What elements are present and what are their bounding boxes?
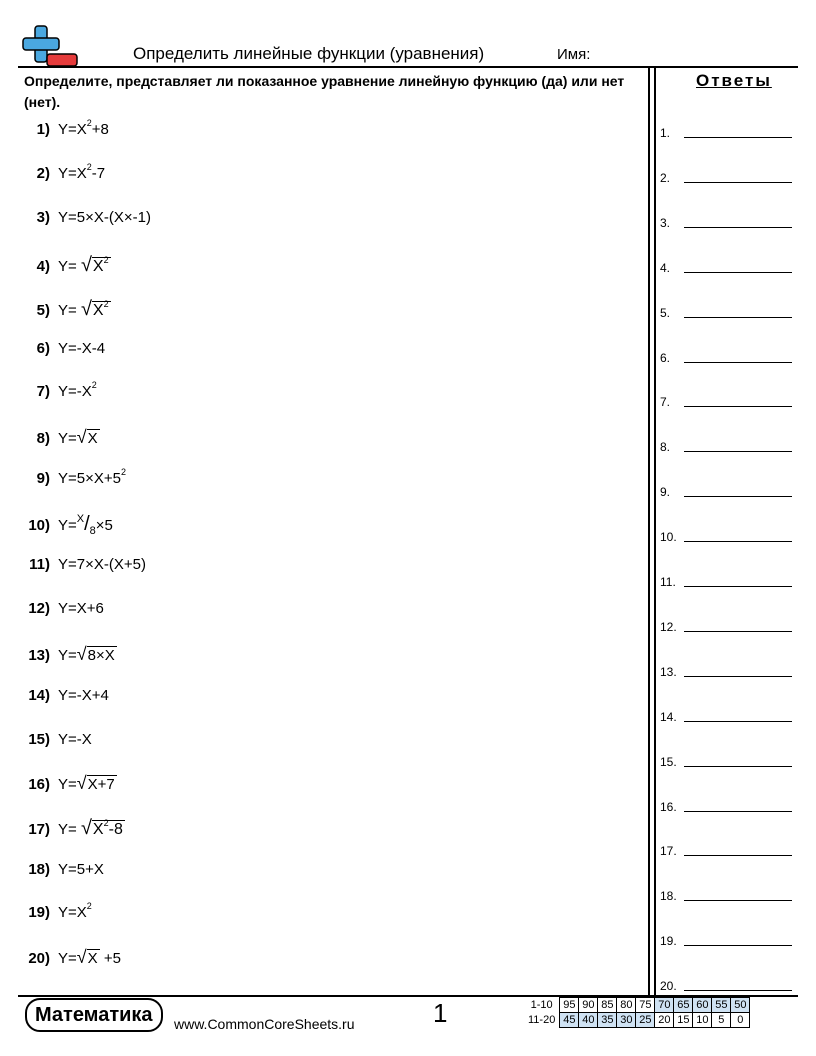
- header-divider: [18, 66, 798, 68]
- score-cell: 70: [655, 998, 674, 1013]
- answer-blank[interactable]: [684, 317, 792, 318]
- answer-blank[interactable]: [684, 362, 792, 363]
- equation-prefix: Y=: [58, 302, 81, 319]
- question-number: 17): [28, 821, 50, 838]
- equation-text: Y=X: [58, 121, 87, 138]
- answer-label: 1.: [660, 126, 671, 140]
- score-cell: 75: [636, 998, 655, 1013]
- answer-blank[interactable]: [684, 855, 792, 856]
- question-item: [24, 298, 111, 321]
- answer-blank[interactable]: [684, 137, 792, 138]
- score-row: [526, 1013, 750, 1028]
- exponent: 2: [86, 118, 92, 128]
- square-root: [81, 298, 111, 321]
- exponent: 2: [103, 254, 109, 265]
- square-root: [77, 427, 100, 448]
- answer-blank[interactable]: [684, 990, 792, 991]
- score-cell: 15: [674, 1013, 693, 1028]
- equation-text: Y=5×X-(X×-1): [58, 209, 151, 226]
- radicand-text: 8×X: [87, 647, 115, 664]
- radicand-text: X: [92, 302, 104, 319]
- equation-rest: -7: [91, 165, 106, 182]
- score-cell: 40: [579, 1013, 598, 1028]
- question-item: [24, 901, 92, 921]
- answer-item: [660, 255, 792, 275]
- exponent: 2: [103, 298, 109, 309]
- score-cell: 10: [693, 1013, 712, 1028]
- radicand-text: X: [92, 821, 104, 838]
- answer-item: [660, 300, 792, 320]
- score-cell: 85: [598, 998, 617, 1013]
- answer-label: 3.: [660, 215, 671, 230]
- answers-title: Ответы: [696, 71, 772, 90]
- radicand-rest: -8: [108, 821, 123, 838]
- answer-item: [660, 883, 792, 903]
- answer-item: [660, 165, 792, 185]
- answer-item: [660, 973, 792, 993]
- radicand: [92, 254, 111, 275]
- answer-label: 19.: [660, 934, 677, 949]
- square-root: [77, 644, 117, 665]
- question-number: 11): [29, 556, 50, 573]
- answer-item: [660, 928, 792, 948]
- math-logo-icon: [22, 24, 80, 68]
- answer-item: [660, 210, 792, 230]
- equation-text: Y=X+6: [58, 600, 104, 617]
- question-item: [24, 118, 109, 138]
- square-root: [77, 947, 100, 968]
- answer-item: [660, 704, 792, 724]
- answer-item: [660, 838, 792, 858]
- answer-blank[interactable]: [684, 811, 792, 812]
- question-item: [24, 687, 109, 704]
- question-number: 13): [28, 647, 50, 664]
- radical-sign-icon: √: [80, 817, 92, 839]
- score-cell: 95: [560, 998, 579, 1013]
- exponent: 2: [120, 467, 126, 477]
- score-table: [526, 997, 750, 1028]
- answer-blank[interactable]: [684, 227, 792, 228]
- equation-text: Y=5+X: [58, 861, 104, 878]
- question-item: [24, 467, 126, 487]
- question-item: [24, 644, 117, 665]
- answer-blank[interactable]: [684, 900, 792, 901]
- site-link[interactable]: www.CommonCoreSheets.ru: [174, 1016, 355, 1032]
- question-number: 12): [28, 600, 50, 617]
- question-number: 8): [36, 430, 50, 447]
- equation-text: Y=-X: [58, 383, 92, 400]
- question-item: [24, 209, 151, 226]
- radicand: [87, 949, 100, 967]
- answer-item: [660, 389, 792, 409]
- answer-item: [660, 749, 792, 769]
- equation-rest: +8: [91, 121, 109, 138]
- answer-item: [660, 659, 792, 679]
- score-cell: 90: [579, 998, 598, 1013]
- score-cell: 60: [693, 998, 712, 1013]
- equation-rest: +5: [99, 950, 121, 967]
- score-cell: 5: [712, 1013, 731, 1028]
- equation-prefix: Y=: [58, 430, 77, 447]
- radical-sign-icon: √: [80, 254, 92, 276]
- answer-blank[interactable]: [684, 541, 792, 542]
- radical-sign-icon: √: [76, 947, 87, 967]
- question-item: [24, 162, 106, 182]
- answer-blank[interactable]: [684, 182, 792, 183]
- question-item: [24, 427, 100, 448]
- radicand: [92, 817, 125, 838]
- answer-label: 6.: [660, 350, 671, 365]
- score-cell: 50: [731, 998, 750, 1013]
- answer-item: [660, 434, 792, 454]
- question-number: 9): [36, 470, 50, 487]
- question-item: [24, 817, 125, 840]
- question-number: 18): [28, 861, 50, 878]
- exponent: 2: [86, 162, 92, 172]
- score-cell: 55: [712, 998, 731, 1013]
- equation-text: Y=X: [58, 165, 87, 182]
- answer-item: [660, 794, 792, 814]
- answer-blank[interactable]: [684, 272, 792, 273]
- radicand: [87, 775, 117, 793]
- question-item: [24, 340, 105, 357]
- radical-sign-icon: √: [80, 298, 92, 320]
- radical-sign-icon: √: [76, 644, 87, 664]
- answer-label: 16.: [660, 799, 677, 814]
- equation-text: Y=-X+4: [58, 687, 109, 704]
- answer-label: 14.: [660, 709, 677, 724]
- exponent: 2: [86, 901, 92, 911]
- equation-prefix: Y=: [58, 821, 81, 838]
- radicand-text: X+7: [87, 776, 115, 793]
- answer-item: [660, 345, 792, 365]
- question-number: 7): [36, 383, 50, 400]
- score-cell: 80: [617, 998, 636, 1013]
- page-number: 1: [433, 998, 448, 1028]
- exponent: 2: [91, 380, 97, 390]
- score-cell: 0: [731, 1013, 750, 1028]
- square-root: [77, 773, 117, 794]
- question-item: [24, 947, 121, 968]
- radical-sign-icon: √: [76, 427, 87, 447]
- radicand-text: X: [87, 430, 98, 447]
- answer-blank[interactable]: [684, 586, 792, 587]
- score-cell: 30: [617, 1013, 636, 1028]
- question-item: [24, 254, 111, 277]
- fraction: [76, 513, 96, 537]
- question-item: [24, 556, 146, 573]
- answer-item: [660, 614, 792, 634]
- numerator: X: [76, 513, 85, 525]
- question-number: 4): [36, 258, 50, 275]
- answer-label: 2.: [660, 170, 671, 185]
- answer-blank[interactable]: [684, 766, 792, 767]
- question-number: 16): [28, 776, 50, 793]
- exponent: 2: [103, 817, 109, 828]
- score-cell: 35: [598, 1013, 617, 1028]
- question-number: 2): [36, 165, 50, 182]
- answer-label: 15.: [660, 754, 677, 769]
- answer-blank[interactable]: [684, 721, 792, 722]
- equation-prefix: Y=: [58, 647, 77, 664]
- question-item: [24, 600, 104, 617]
- score-cell: 65: [674, 998, 693, 1013]
- radical-sign-icon: √: [76, 773, 87, 793]
- radicand: [87, 429, 100, 447]
- question-item: [24, 731, 92, 748]
- question-number: 6): [36, 340, 50, 357]
- equation-prefix: Y=: [58, 258, 81, 275]
- answer-label: 7.: [660, 395, 671, 410]
- question-number: 5): [36, 302, 50, 319]
- worksheet-title: Определить линейные функции (уравнения): [133, 44, 485, 63]
- answer-label: 18.: [660, 889, 677, 904]
- brand-badge: Математика: [25, 998, 163, 1032]
- question-item: [24, 380, 97, 400]
- equation-text: Y=X: [58, 904, 87, 921]
- square-root: [81, 817, 125, 840]
- score-row: [526, 998, 750, 1013]
- question-item: [24, 861, 104, 878]
- answer-label: 4.: [660, 260, 671, 275]
- answer-label: 5.: [660, 305, 671, 320]
- question-number: 10): [28, 517, 50, 534]
- score-row-label: 1-10: [530, 999, 553, 1011]
- name-label: Имя:: [557, 46, 591, 63]
- instructions: Определите, представляет ли показанное уравнение линейную функцию (да) или нет (нет).: [24, 73, 625, 110]
- question-item: [24, 513, 113, 537]
- answer-label: 17.: [660, 844, 677, 859]
- answer-label: 20.: [660, 979, 677, 994]
- answer-item: [660, 569, 792, 589]
- question-number: 20): [28, 950, 50, 967]
- question-number: 19): [28, 904, 50, 921]
- answer-label: 12.: [660, 619, 677, 634]
- answer-label: 8.: [660, 440, 671, 455]
- score-cell: 20: [655, 1013, 674, 1028]
- radicand: [92, 298, 111, 319]
- answer-label: 13.: [660, 664, 677, 679]
- equation-prefix: Y=: [58, 776, 77, 793]
- fraction-slash-icon: /: [84, 513, 90, 535]
- answer-item: [660, 524, 792, 544]
- answer-label: 10.: [660, 530, 677, 545]
- answer-blank[interactable]: [684, 496, 792, 497]
- answer-item: [660, 120, 792, 140]
- answer-blank[interactable]: [684, 631, 792, 632]
- radicand-text: X: [87, 950, 98, 967]
- score-cell: 45: [560, 1013, 579, 1028]
- equation-text: Y=-X: [58, 731, 92, 748]
- equation-prefix: Y=: [58, 517, 77, 534]
- question-number: 15): [28, 731, 50, 748]
- denominator: 8: [89, 525, 96, 537]
- question-item: [24, 773, 117, 794]
- radicand: [87, 646, 117, 664]
- question-number: 3): [36, 209, 50, 226]
- score-cell: 25: [636, 1013, 655, 1028]
- answer-blank[interactable]: [684, 945, 792, 946]
- answer-blank[interactable]: [684, 406, 792, 407]
- equation-prefix: Y=: [58, 950, 77, 967]
- column-separator: [648, 67, 656, 995]
- equation-text: Y=5×X+5: [58, 470, 121, 487]
- radicand-text: X: [92, 258, 104, 275]
- question-number: 1): [36, 121, 50, 138]
- square-root: [81, 254, 111, 277]
- score-row-label: 11-20: [528, 1014, 556, 1026]
- answer-label: 9.: [660, 485, 671, 500]
- answer-label: 11.: [660, 575, 676, 589]
- equation-text: Y=7×X-(X+5): [58, 556, 146, 573]
- answer-item: [660, 479, 792, 499]
- equation-text: Y=-X-4: [58, 340, 106, 357]
- answer-blank[interactable]: [684, 676, 792, 677]
- answer-blank[interactable]: [684, 451, 792, 452]
- question-number: 14): [28, 687, 50, 704]
- equation-rest: ×5: [95, 517, 113, 534]
